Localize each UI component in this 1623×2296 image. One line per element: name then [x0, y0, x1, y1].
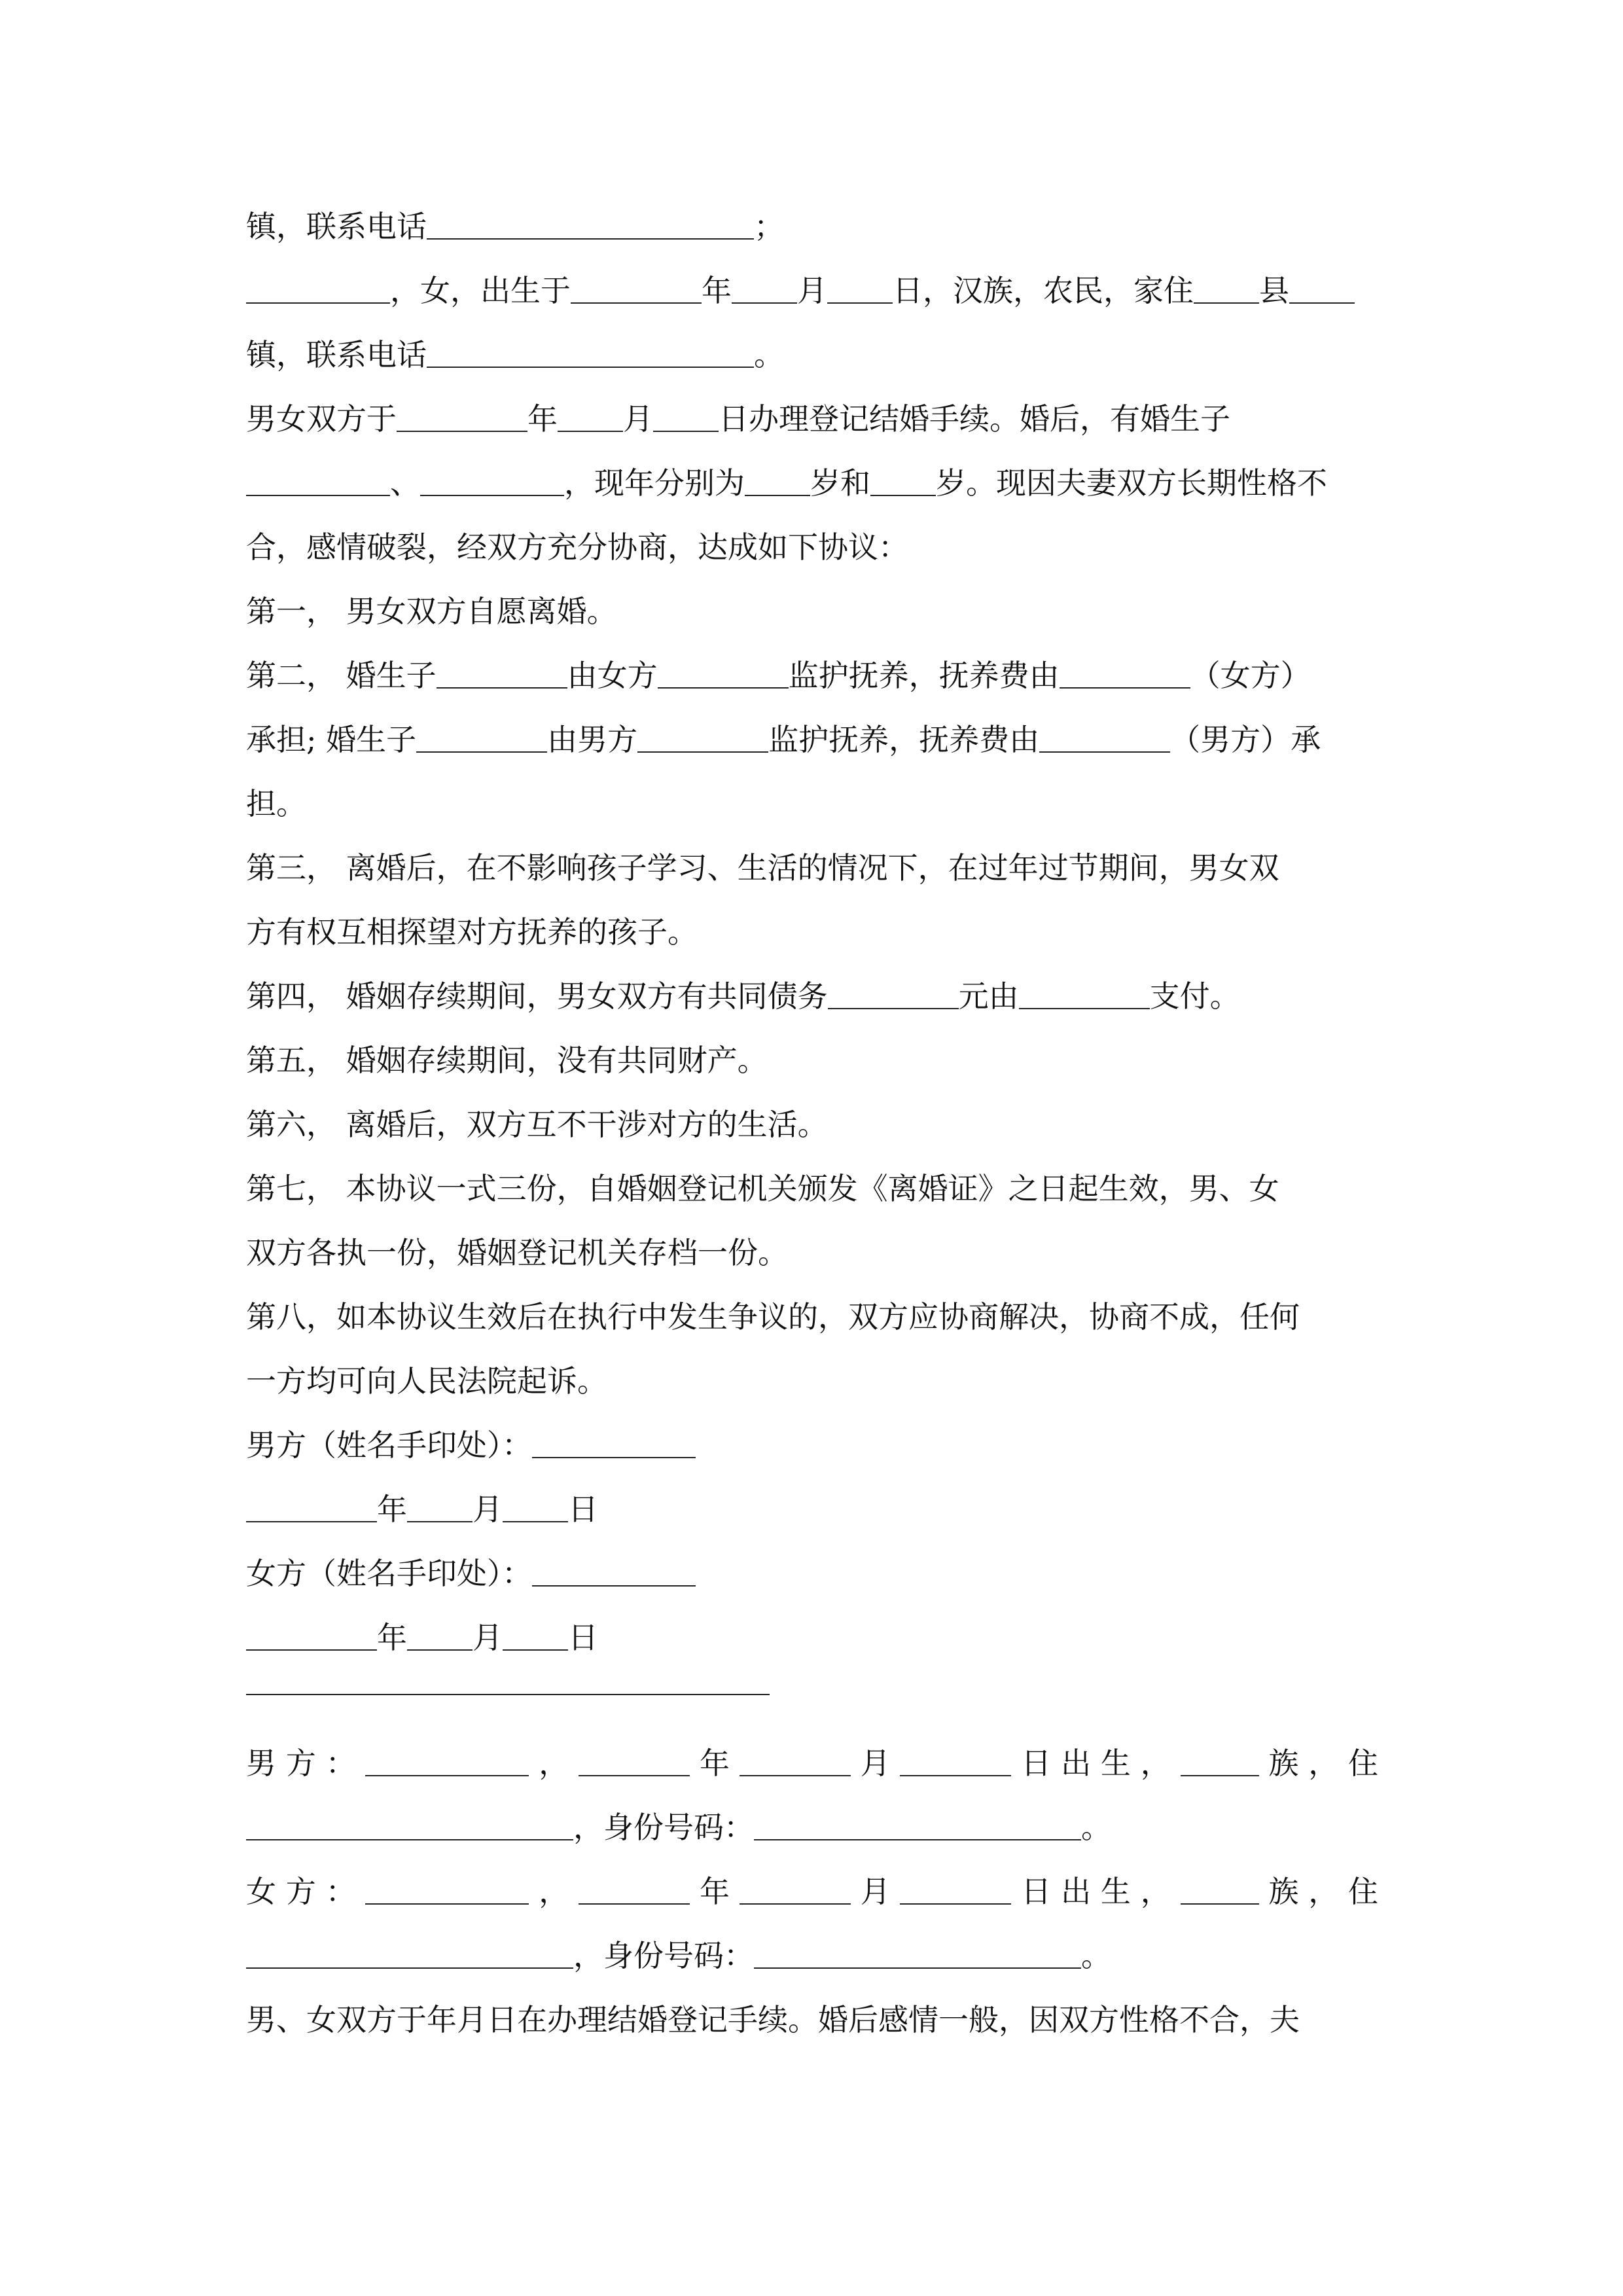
text: 族，住	[1258, 1874, 1379, 1909]
article-2-line-1	[246, 656, 1378, 695]
text: ；	[754, 209, 784, 244]
article-2-line-2	[246, 720, 1378, 759]
text: 岁。现因夫妻双方长期性格不	[936, 465, 1327, 501]
text: 男方：	[246, 1746, 366, 1781]
year-blank	[571, 272, 702, 304]
article-8-line-1: 第八，如本协议生效后在执行中发生争议的，双方应协商解决，协商不成，任何	[246, 1299, 1300, 1335]
text: 年	[527, 401, 558, 437]
text: ，	[529, 1874, 579, 1909]
text: ，身份号码：	[573, 1938, 754, 1973]
article-4	[246, 977, 1378, 1016]
text: 第二， 婚生子	[246, 658, 437, 693]
text: 日出生，	[1011, 1746, 1181, 1781]
text: 月	[623, 401, 653, 437]
text: 年	[377, 1620, 407, 1655]
month-blank	[740, 1745, 851, 1776]
day-blank	[900, 1745, 1011, 1776]
text: 、	[390, 465, 420, 501]
text: 县	[1259, 273, 1289, 308]
text: 岁和	[810, 465, 870, 501]
debt-blank	[828, 978, 959, 1009]
day-blank	[503, 1491, 568, 1522]
text: 年	[690, 1746, 740, 1781]
age1-blank	[745, 465, 810, 496]
child1-blank	[246, 465, 390, 496]
payer-blank	[1039, 721, 1170, 753]
guardian-blank	[637, 721, 768, 753]
text: 由女方	[567, 658, 658, 693]
text: ，女，出生于	[390, 273, 571, 308]
female-date-line	[246, 1618, 1378, 1657]
text: 元由	[958, 978, 1019, 1014]
address-blank	[246, 1809, 573, 1840]
male-info-line	[246, 1744, 1378, 1783]
text: 月	[850, 1874, 901, 1909]
child-blank	[416, 721, 547, 753]
day-blank	[827, 272, 893, 304]
article-5: 第五， 婚姻存续期间，没有共同财产。	[246, 1043, 768, 1078]
phone-blank	[427, 208, 754, 240]
text: 男方（姓名手印处）：	[246, 1427, 532, 1463]
text: 监护抚养，抚养费由	[768, 722, 1040, 757]
text: 族，住	[1258, 1746, 1379, 1781]
text: 。	[1081, 1810, 1111, 1845]
male-id-line	[246, 1808, 1378, 1847]
payer-blank	[1019, 978, 1150, 1009]
day-blank	[653, 401, 719, 432]
month-blank	[732, 272, 797, 304]
age2-blank	[870, 465, 936, 496]
text: 镇，联系电话	[246, 337, 427, 372]
id-blank	[754, 1809, 1081, 1840]
female-info-line-2	[246, 1872, 1378, 1911]
article-8-line-2: 一方均可向人民法院起诉。	[246, 1363, 607, 1399]
text: 日，汉族，农民，家住	[893, 273, 1194, 308]
text: ，身份号码：	[573, 1810, 754, 1845]
ethnicity-blank	[1181, 1745, 1259, 1776]
children-line	[246, 463, 1378, 503]
paragraph-line: 合，感情破裂，经双方充分协商，达成如下协议：	[246, 529, 908, 565]
child-blank	[437, 657, 567, 689]
text: ，	[529, 1746, 579, 1781]
signature-blank	[532, 1555, 696, 1587]
text: 镇，联系电话	[246, 209, 427, 244]
text: 女方（姓名手印处）：	[246, 1556, 532, 1591]
text: 第四， 婚姻存续期间，男女双方有共同债务	[246, 978, 828, 1014]
id-blank	[754, 1937, 1081, 1969]
text: （男方）承	[1170, 722, 1321, 757]
child2-blank	[420, 465, 564, 496]
text: 年	[702, 273, 732, 308]
guardian-blank	[658, 657, 789, 689]
day-blank	[503, 1619, 568, 1651]
article-3-line-1: 第三， 离婚后，在不影响孩子学习、生活的情况下，在过年过节期间，男女双	[246, 850, 1279, 886]
county-blank	[1194, 272, 1259, 304]
town-blank	[1289, 272, 1355, 304]
text: 支付。	[1149, 978, 1240, 1014]
separator-rule	[246, 1694, 770, 1695]
text: 监护抚养，抚养费由	[788, 658, 1060, 693]
text: 年	[690, 1874, 740, 1909]
text: 日办理登记结婚手续。婚后，有婚生子	[719, 401, 1230, 437]
male-signature-line	[246, 1426, 1378, 1465]
article-7-line-1: 第七， 本协议一式三份，自婚姻登记机关颁发《离婚证》之日起生效，男、女	[246, 1171, 1279, 1206]
text: 月	[850, 1746, 901, 1781]
name-blank	[365, 1745, 529, 1776]
signature-blank	[532, 1427, 696, 1458]
female-signature-line	[246, 1554, 1378, 1593]
article-1: 第一， 男女双方自愿离婚。	[246, 594, 617, 629]
day-blank	[900, 1873, 1011, 1905]
name-blank	[246, 272, 390, 304]
year-blank	[246, 1491, 377, 1522]
female-info-line	[246, 271, 1378, 310]
text: 年	[377, 1492, 407, 1527]
text: 。	[754, 337, 784, 372]
text: 男女双方于	[246, 401, 397, 437]
text: 由男方	[547, 722, 638, 757]
female-phone-line	[246, 335, 1378, 374]
text: （女方）	[1190, 658, 1311, 693]
closing-paragraph-line: 男、女双方于年月日在办理结婚登记手续。婚后感情一般，因双方性格不合，夫	[246, 2002, 1300, 2037]
month-blank	[558, 401, 623, 432]
month-blank	[407, 1619, 473, 1651]
marriage-line	[246, 399, 1378, 439]
name-blank	[365, 1873, 529, 1905]
text: 承担; 婚生子	[246, 722, 417, 757]
payer-blank	[1060, 657, 1190, 689]
text: 日出生，	[1011, 1874, 1181, 1909]
phone-blank	[427, 336, 754, 368]
address-blank	[246, 1937, 573, 1969]
year-blank	[246, 1619, 377, 1651]
year-blank	[397, 401, 527, 432]
text: 。	[1081, 1938, 1111, 1973]
text: 日	[568, 1492, 598, 1527]
male-date-line	[246, 1490, 1378, 1529]
text: 女方：	[246, 1874, 366, 1909]
article-3-line-2: 方有权互相探望对方抚养的孩子。	[246, 914, 698, 950]
article-6: 第六， 离婚后，双方互不干涉对方的生活。	[246, 1107, 828, 1142]
month-blank	[740, 1873, 851, 1905]
year-blank	[579, 1873, 690, 1905]
female-id-line	[246, 1936, 1378, 1975]
text: 月	[473, 1492, 503, 1527]
text: 日	[568, 1620, 598, 1655]
male-phone-line	[246, 207, 1378, 246]
text: 月	[473, 1620, 503, 1655]
ethnicity-blank	[1181, 1873, 1259, 1905]
article-7-line-2: 双方各执一份，婚姻登记机关存档一份。	[246, 1235, 788, 1270]
month-blank	[407, 1491, 473, 1522]
year-blank	[579, 1745, 690, 1776]
text: ，现年分别为	[564, 465, 745, 501]
article-2-line-3: 担。	[246, 786, 306, 821]
text: 月	[797, 273, 827, 308]
